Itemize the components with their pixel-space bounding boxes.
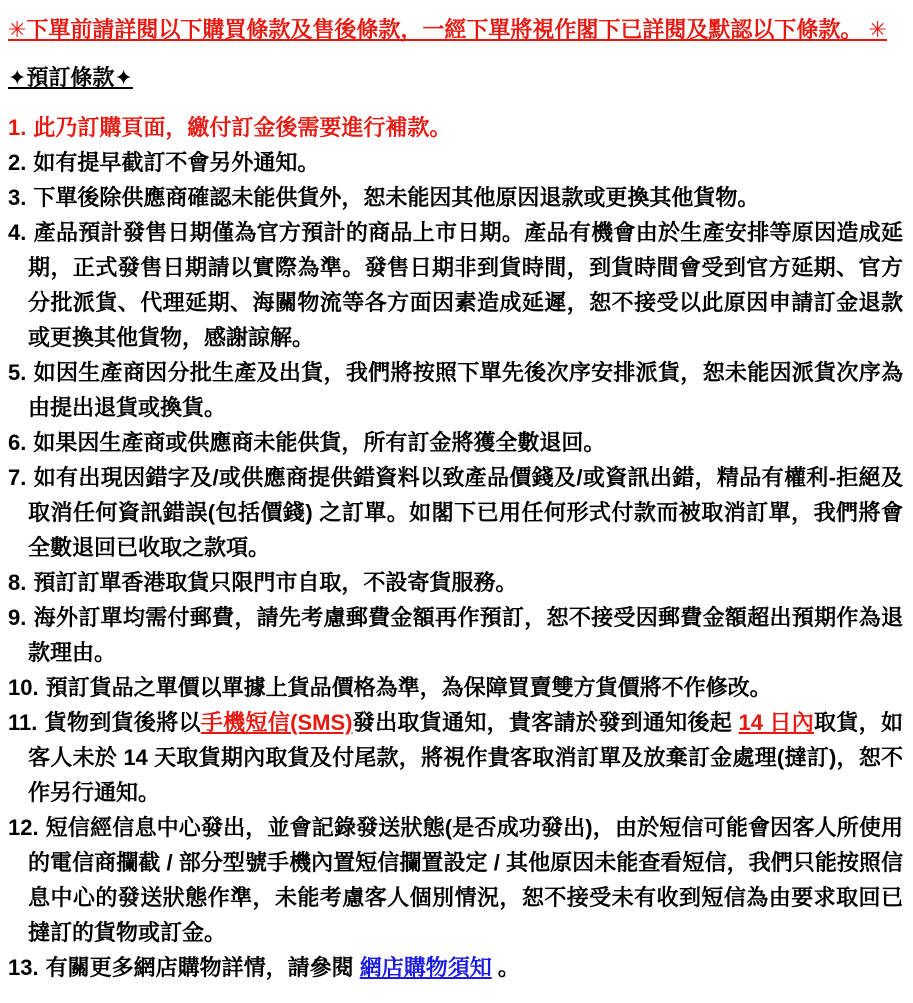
item-number: 4. bbox=[8, 220, 27, 245]
term-text: 貨物到貨後將以 bbox=[44, 710, 201, 735]
pickup-deadline-highlight: 14 日內 bbox=[738, 710, 815, 735]
term-text: 預訂訂單香港取貨只限門市自取，不設寄貨服務。 bbox=[33, 570, 518, 595]
item-number: 3. bbox=[8, 185, 27, 210]
term-text: 下單後除供應商確認未能供貨外，恕未能因其他原因退款或更換其他貨物。 bbox=[33, 185, 760, 210]
sms-notice-highlight: 手機短信(SMS) bbox=[200, 710, 353, 735]
term-item-10 bbox=[8, 670, 903, 705]
item-number: 1. bbox=[8, 115, 27, 140]
term-text: 。 bbox=[491, 955, 520, 980]
preorder-terms-heading: ✦預訂條款✦ bbox=[8, 65, 133, 90]
store-shopping-guide-link[interactable]: 網店購物須知 bbox=[359, 955, 492, 980]
item-number: 5. bbox=[8, 360, 27, 385]
item-number: 11. bbox=[8, 710, 38, 735]
term-text: 如果因生產商或供應商未能供貨，所有訂金將獲全數退回。 bbox=[33, 430, 606, 455]
term-text: 產品預計發售日期僅為官方預計的商品上市日期。產品有機會由於生產安排等原因造成延期，正式發售日期請以實際為準。發售日期非到貨時間，到貨時間會受到官方延期、官方分批派貨、代理延期、海關物流等各方面因素造成延遲，恕不接受以此原因申請訂金退款或更換其他貨物，感謝諒解。 bbox=[28, 220, 903, 350]
terms-list bbox=[8, 110, 903, 985]
item-number: 7. bbox=[8, 465, 27, 490]
term-item-3 bbox=[8, 180, 903, 215]
item-number: 12. bbox=[8, 815, 39, 840]
term-text: 如有提早截訂不會另外通知。 bbox=[33, 150, 320, 175]
term-text: 此乃訂購頁面，繳付訂金後需要進行補款。 bbox=[33, 115, 452, 140]
item-number: 10. bbox=[8, 675, 39, 700]
term-item-12 bbox=[8, 810, 903, 950]
term-item-6 bbox=[8, 425, 903, 460]
term-item-8 bbox=[8, 565, 903, 600]
term-item-5 bbox=[8, 355, 903, 425]
term-text: 取貨，如客人未於 14 天取貨期內取貨及付尾款，將視作貴客取消訂單及放棄訂金處理(撻訂)，恕不作另行通知。 bbox=[28, 710, 903, 805]
item-number: 8. bbox=[8, 570, 27, 595]
term-item-7 bbox=[8, 460, 903, 565]
term-text: 有關更多網店購物詳情，請參閱 bbox=[45, 955, 360, 980]
term-text: 預訂貨品之單價以單據上貨品價格為準，為保障買賣雙方貨價將不作修改。 bbox=[45, 675, 772, 700]
item-number: 2. bbox=[8, 150, 27, 175]
term-text: 如因生產商因分批生產及出貨，我們將按照下單先後次序安排派貨，恕未能因派貨次序為由提出退貨或換貨。 bbox=[28, 360, 903, 420]
term-item-1 bbox=[8, 110, 903, 145]
term-text: 海外訂單均需付郵費，請先考慮郵費金額再作預訂，恕不接受因郵費金額超出預期作為退款理由。 bbox=[28, 605, 903, 665]
item-number: 13. bbox=[8, 955, 39, 980]
term-item-11 bbox=[8, 705, 903, 810]
term-text: 短信經信息中心發出，並會記錄發送狀態(是否成功發出)，由於短信可能會因客人所使用的電信商攔截 / 部分型號手機內置短信攔置設定 / 其他原因未能查看短信，我們只能按照信息中心的發送狀態作準，未能考慮客人個別情況，恕不接受未有收到短信為由要求取回已撻訂的貨物或訂金。 bbox=[28, 815, 903, 945]
term-text: 如有出現因錯字及/或供應商提供錯資料以致產品價錢及/或資訊出錯，精品有權利-拒絕及取消任何資訊錯誤(包括價錢) 之訂單。如閣下已用任何形式付款而被取消訂單，我們將會全數退回已收取之款項。 bbox=[28, 465, 903, 560]
term-item-13 bbox=[8, 950, 903, 985]
term-item-4 bbox=[8, 215, 903, 355]
purchase-notice-banner: ✳下單前請詳閱以下購買條款及售後條款，一經下單將視作閣下已詳閱及默認以下條款。 ✳ bbox=[8, 17, 887, 42]
term-item-2 bbox=[8, 145, 903, 180]
term-text: 發出取貨通知，貴客請於發到通知後起 bbox=[352, 710, 739, 735]
item-number: 6. bbox=[8, 430, 27, 455]
item-number: 9. bbox=[8, 605, 27, 630]
term-item-9 bbox=[8, 600, 903, 670]
